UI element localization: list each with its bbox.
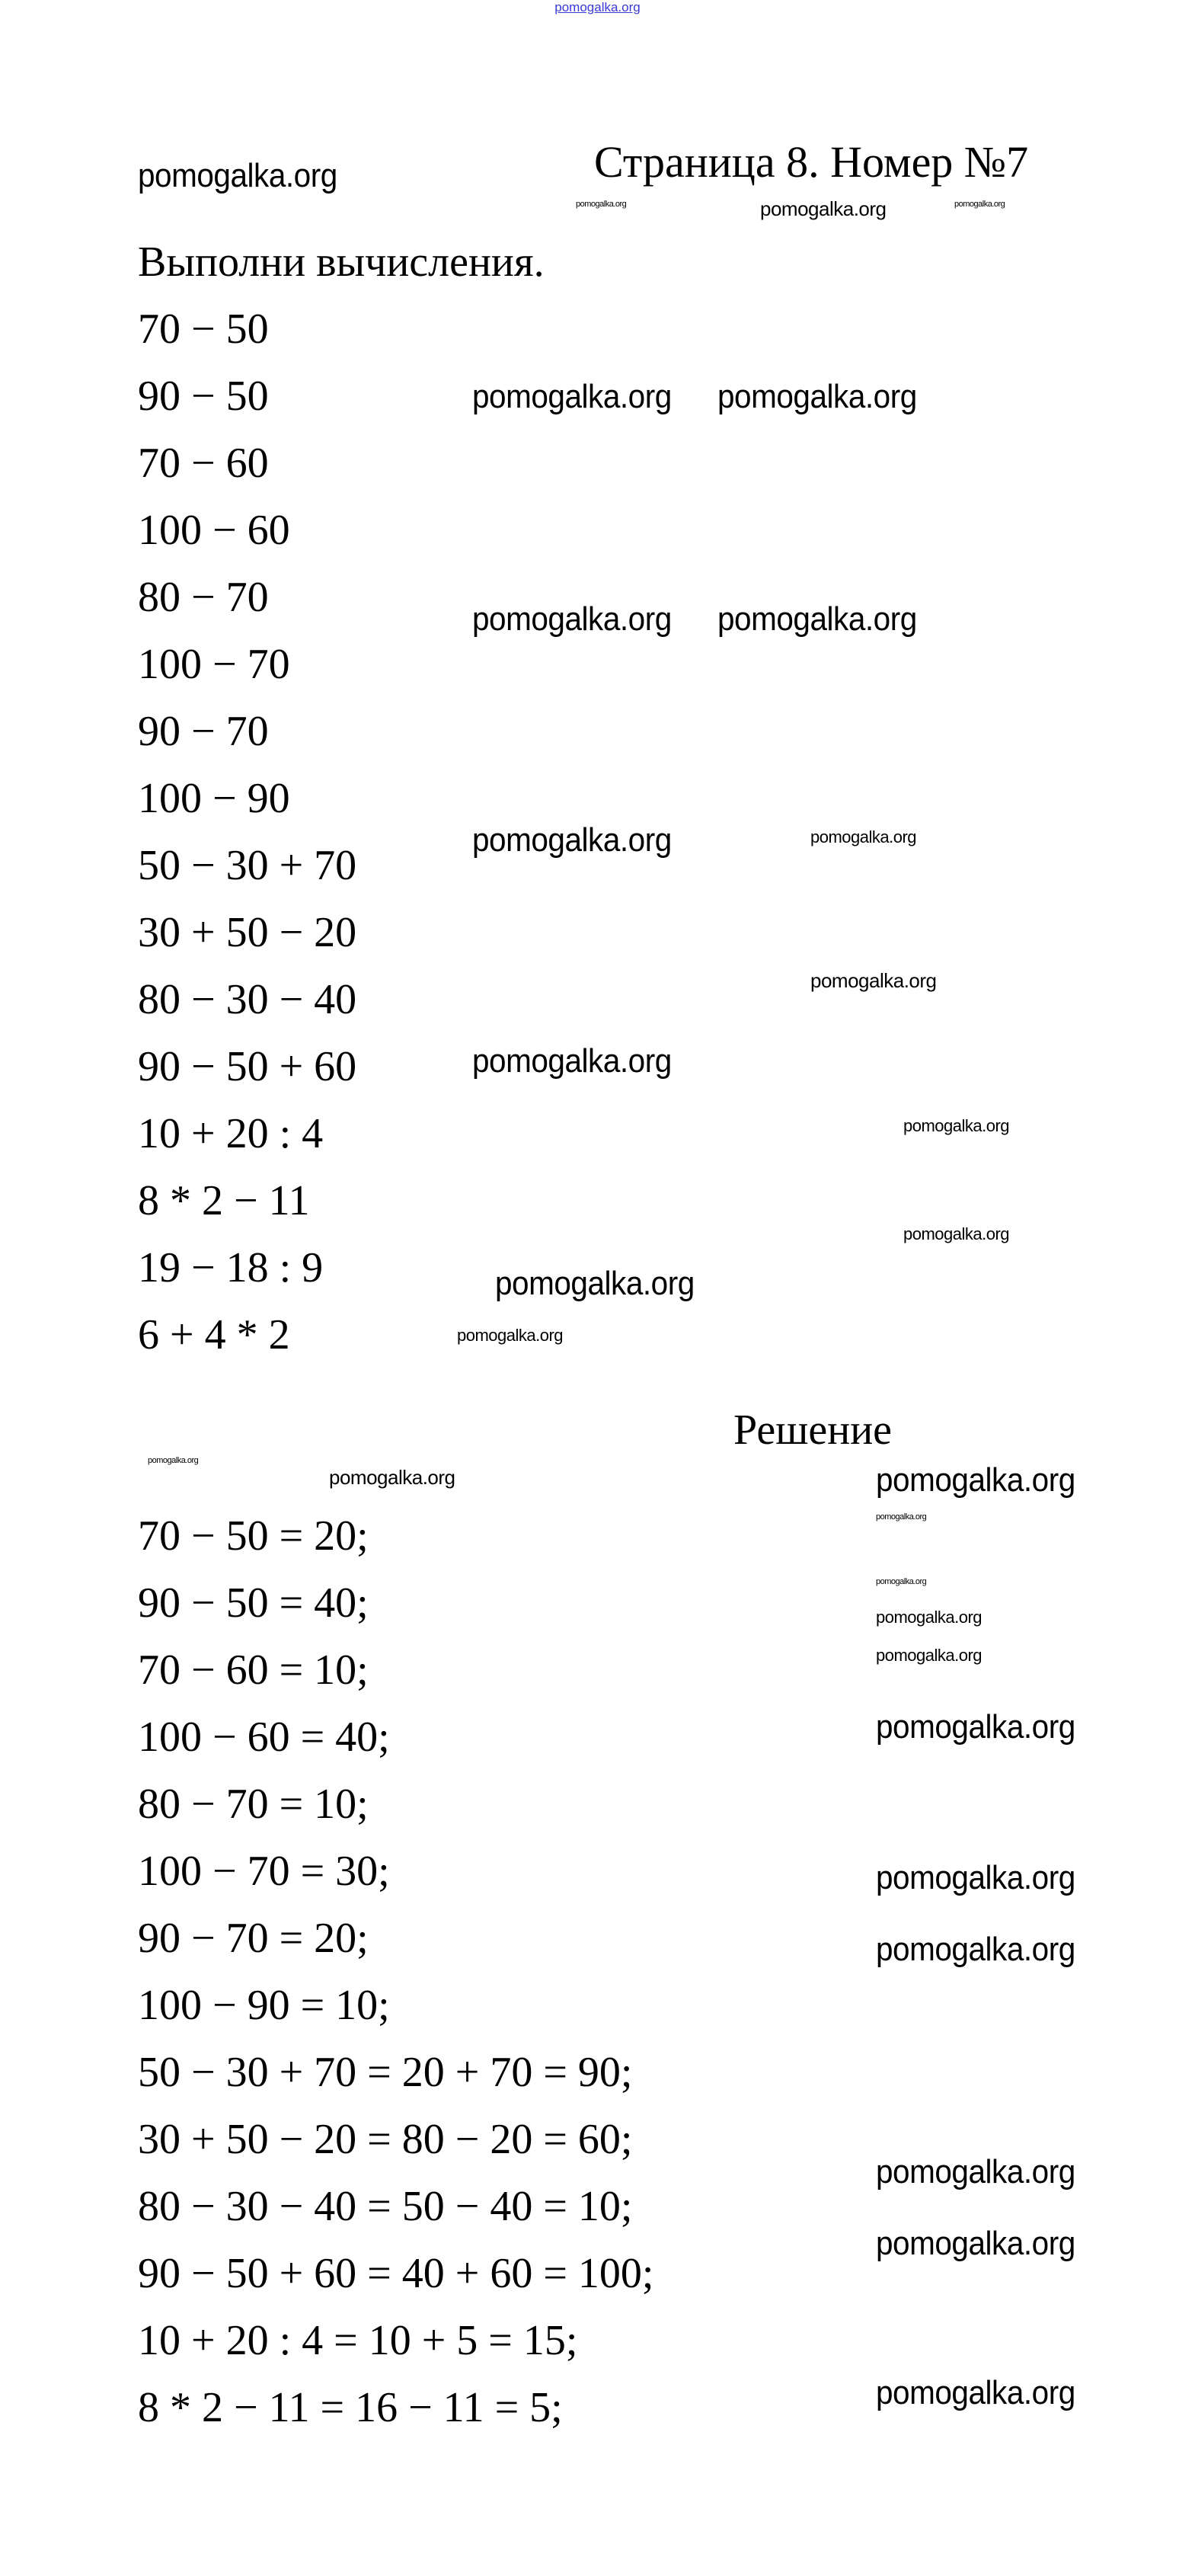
task-expression: 100 − 60 <box>138 507 290 554</box>
solution-line: 70 − 50 = 20; <box>138 1512 369 1560</box>
task-expression: 19 − 18 : 9 <box>138 1244 324 1291</box>
watermark-text: pomogalka.org <box>472 821 672 859</box>
watermark-text: pomogalka.org <box>876 1931 1075 1968</box>
solution-line: 100 − 70 = 30; <box>138 1848 390 1895</box>
watermark-text: pomogalka.org <box>876 1646 983 1665</box>
task-expression: 100 − 70 <box>138 641 290 688</box>
task-expression: 100 − 90 <box>138 775 290 822</box>
solution-line: 100 − 90 = 10; <box>138 1982 390 2029</box>
solution-line: 80 − 70 = 10; <box>138 1781 369 1828</box>
solution-line: 30 + 50 − 20 = 80 − 20 = 60; <box>138 2116 633 2163</box>
watermark-text: pomogalka.org <box>954 200 1005 209</box>
solution-line: 90 − 70 = 20; <box>138 1915 369 1962</box>
solution-line: 80 − 30 − 40 = 50 − 40 = 10; <box>138 2183 633 2230</box>
watermark-text: pomogalka.org <box>876 1461 1075 1499</box>
task-expression: 8 * 2 − 11 <box>138 1177 310 1224</box>
page-title: Страница 8. Номер №7 <box>594 137 1029 187</box>
watermark-text: pomogalka.org <box>760 197 887 220</box>
watermark-text: pomogalka.org <box>876 2153 1075 2190</box>
solution-line: 50 − 30 + 70 = 20 + 70 = 90; <box>138 2049 633 2096</box>
watermark-text: pomogalka.org <box>876 1577 927 1586</box>
task-expression: 50 − 30 + 70 <box>138 842 357 889</box>
solution-line: 90 − 50 = 40; <box>138 1579 369 1627</box>
solution-line: 100 − 60 = 40; <box>138 1714 390 1761</box>
watermark-text: pomogalka.org <box>876 2374 1075 2411</box>
task-expression: 80 − 30 − 40 <box>138 976 357 1023</box>
watermark-text: pomogalka.org <box>903 1116 1010 1135</box>
watermark-text: pomogalka.org <box>876 1512 927 1522</box>
solution-line: 10 + 20 : 4 = 10 + 5 = 15; <box>138 2317 578 2364</box>
watermark-text: pomogalka.org <box>495 1265 695 1302</box>
watermark-text: pomogalka.org <box>717 378 917 415</box>
watermark-text: pomogalka.org <box>457 1326 564 1345</box>
task-heading: Выполни вычисления. <box>138 238 545 286</box>
watermark-text: pomogalka.org <box>329 1466 455 1489</box>
watermark-text: pomogalka.org <box>810 827 917 846</box>
solution-line: 8 * 2 − 11 = 16 − 11 = 5; <box>138 2384 563 2431</box>
watermark-text: pomogalka.org <box>876 1608 983 1627</box>
solution-block <box>138 1502 653 2441</box>
solution-heading: Решение <box>733 1406 893 1454</box>
task-expression: 6 + 4 * 2 <box>138 1311 290 1358</box>
watermark-text: pomogalka.org <box>472 600 672 638</box>
watermark-text: pomogalka.org <box>138 157 337 194</box>
watermark-text: pomogalka.org <box>576 200 627 209</box>
task-expression: 90 − 70 <box>138 708 269 755</box>
watermark-text: pomogalka.org <box>148 1456 199 1465</box>
top-site-link[interactable]: pomogalka.org <box>554 0 641 14</box>
watermark-text: pomogalka.org <box>903 1224 1010 1243</box>
task-expression: 90 − 50 <box>138 373 269 420</box>
task-expression: 80 − 70 <box>138 574 269 621</box>
solution-line: 90 − 50 + 60 = 40 + 60 = 100; <box>138 2250 654 2297</box>
watermark-text: pomogalka.org <box>876 2225 1075 2262</box>
watermark-text: pomogalka.org <box>876 1859 1075 1896</box>
task-expression: 70 − 50 <box>138 306 269 353</box>
watermark-text: pomogalka.org <box>717 600 917 638</box>
watermark-text: pomogalka.org <box>876 1708 1075 1746</box>
watermark-text: pomogalka.org <box>810 969 937 992</box>
task-expression: 70 − 60 <box>138 440 269 487</box>
task-expression: 10 + 20 : 4 <box>138 1110 324 1157</box>
solution-line: 70 − 60 = 10; <box>138 1646 369 1694</box>
task-expression: 90 − 50 + 60 <box>138 1043 357 1090</box>
watermark-text: pomogalka.org <box>472 1042 672 1080</box>
task-expression: 30 + 50 − 20 <box>138 909 357 956</box>
watermark-text: pomogalka.org <box>472 378 672 415</box>
